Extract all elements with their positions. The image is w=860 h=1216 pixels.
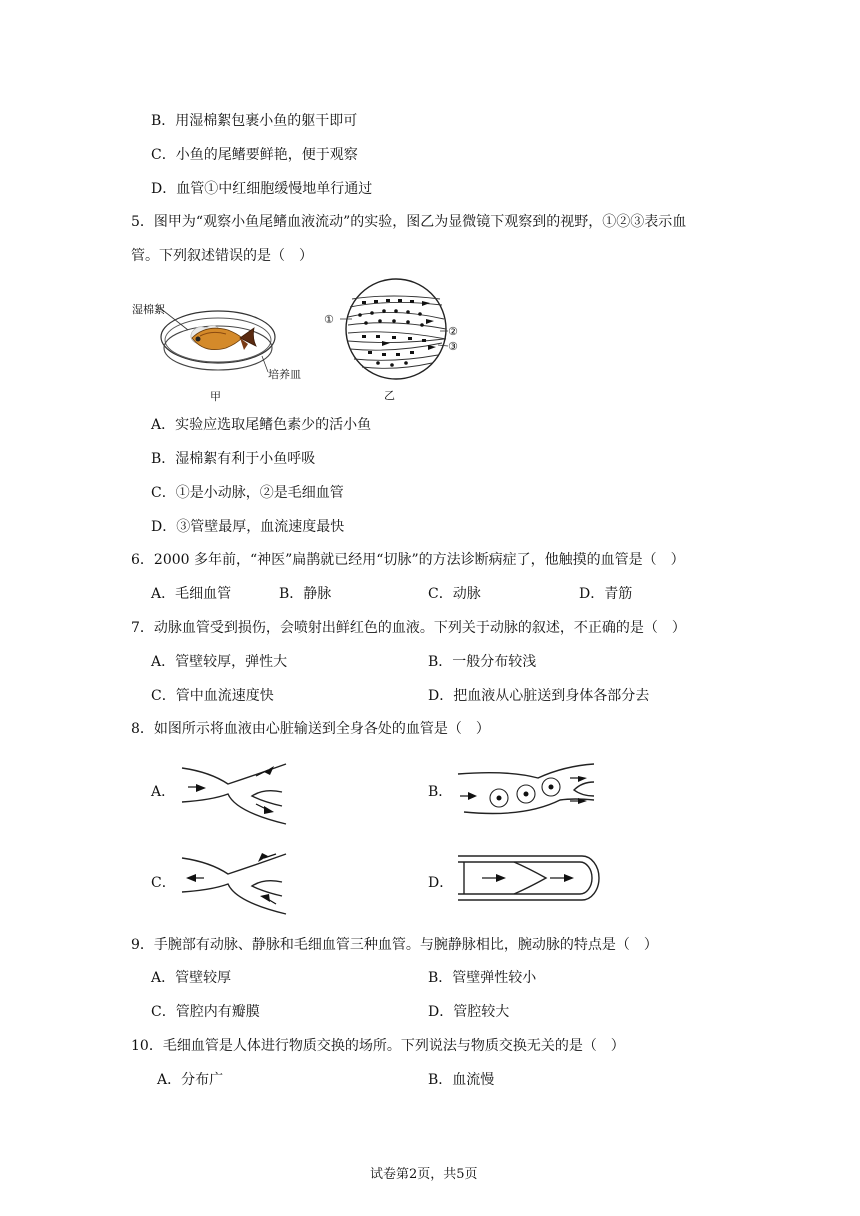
q5-stem-line2: 管。下列叙述错误的是（ ）	[131, 248, 313, 264]
q9-option-c: C．管腔内有瓣膜	[151, 1004, 260, 1020]
q8-option-c: C．	[151, 875, 176, 891]
q7-option-a: A．管壁较厚，弹性大	[151, 654, 288, 670]
q8-option-a: A．	[151, 784, 176, 800]
q7-option-d: D．把血液从心脏送到身体各部分去	[428, 688, 650, 704]
q7-stem: 7．动脉血管受到损伤，会喷射出鲜红色的血液。下列关于动脉的叙述，不正确的是（ ）	[131, 620, 686, 636]
q8-figure-c	[178, 848, 293, 918]
q5-option-b: B．湿棉絮有利于小鱼呼吸	[151, 451, 316, 467]
q8-figure-a	[178, 758, 293, 828]
q5-figure-yi	[322, 275, 472, 405]
q6-option-d: D．青筋	[579, 586, 633, 602]
label-cotton: 湿棉絮	[132, 303, 165, 316]
q9-option-b: B．管壁弹性较小	[428, 970, 537, 986]
q8-figure-d	[454, 852, 604, 904]
q6-option-c: C．动脉	[428, 586, 481, 602]
q4-option-d: D．血管①中红细胞缓慢地单行通过	[151, 181, 373, 197]
marker-1: ①	[324, 313, 334, 326]
label-dish: 培养皿	[268, 368, 301, 381]
q8-option-d: D．	[428, 875, 454, 891]
q10-option-a: A．分布广	[157, 1072, 224, 1088]
q6-stem: 6．2000 多年前，“神医”扁鹊就已经用“切脉”的方法诊断病症了，他触摸的血管是（ ）	[131, 552, 685, 568]
q6-option-b: B．静脉	[279, 586, 332, 602]
q7-option-c: C．管中血流速度快	[151, 688, 274, 704]
q6-option-a: A．毛细血管	[151, 586, 232, 602]
label-jia: 甲	[210, 390, 221, 403]
q5-option-c: C．①是小动脉，②是毛细血管	[151, 485, 344, 501]
q8-option-b: B．	[428, 784, 453, 800]
q7-option-b: B．一般分布较浅	[428, 654, 537, 670]
q10-stem: 10．毛细血管是人体进行物质交换的场所。下列说法与物质交换无关的是（ ）	[131, 1038, 625, 1054]
q9-option-d: D．管腔较大	[428, 1004, 510, 1020]
q9-option-a: A．管壁较厚	[151, 970, 232, 986]
q4-option-c: C．小鱼的尾鳍要鲜艳，便于观察	[151, 147, 358, 163]
q5-option-d: D．③管壁最厚，血流速度最快	[151, 519, 345, 535]
q4-option-b: B．用湿棉絮包裹小鱼的躯干即可	[151, 113, 358, 129]
q5-stem-line1: 5．图甲为“观察小鱼尾鳍血液流动”的实验，图乙为显微镜下观察到的视野，①②③表示血	[131, 214, 687, 230]
q9-stem: 9．手腕部有动脉、静脉和毛细血管三种血管。与腕静脉相比，腕动脉的特点是（ ）	[131, 937, 658, 953]
marker-2: ②	[448, 325, 458, 338]
q5-figure-jia	[130, 290, 320, 410]
label-yi: 乙	[384, 389, 395, 402]
q5-option-a: A．实验应选取尾鳍色素少的活小鱼	[151, 417, 372, 433]
q8-stem: 8．如图所示将血液由心脏输送到全身各处的血管是（ ）	[131, 721, 490, 737]
q10-option-b: B．血流慢	[428, 1072, 495, 1088]
q8-figure-b	[454, 760, 604, 822]
marker-3: ③	[448, 340, 458, 353]
page-footer: 试卷第2页，共5页	[370, 1167, 478, 1182]
